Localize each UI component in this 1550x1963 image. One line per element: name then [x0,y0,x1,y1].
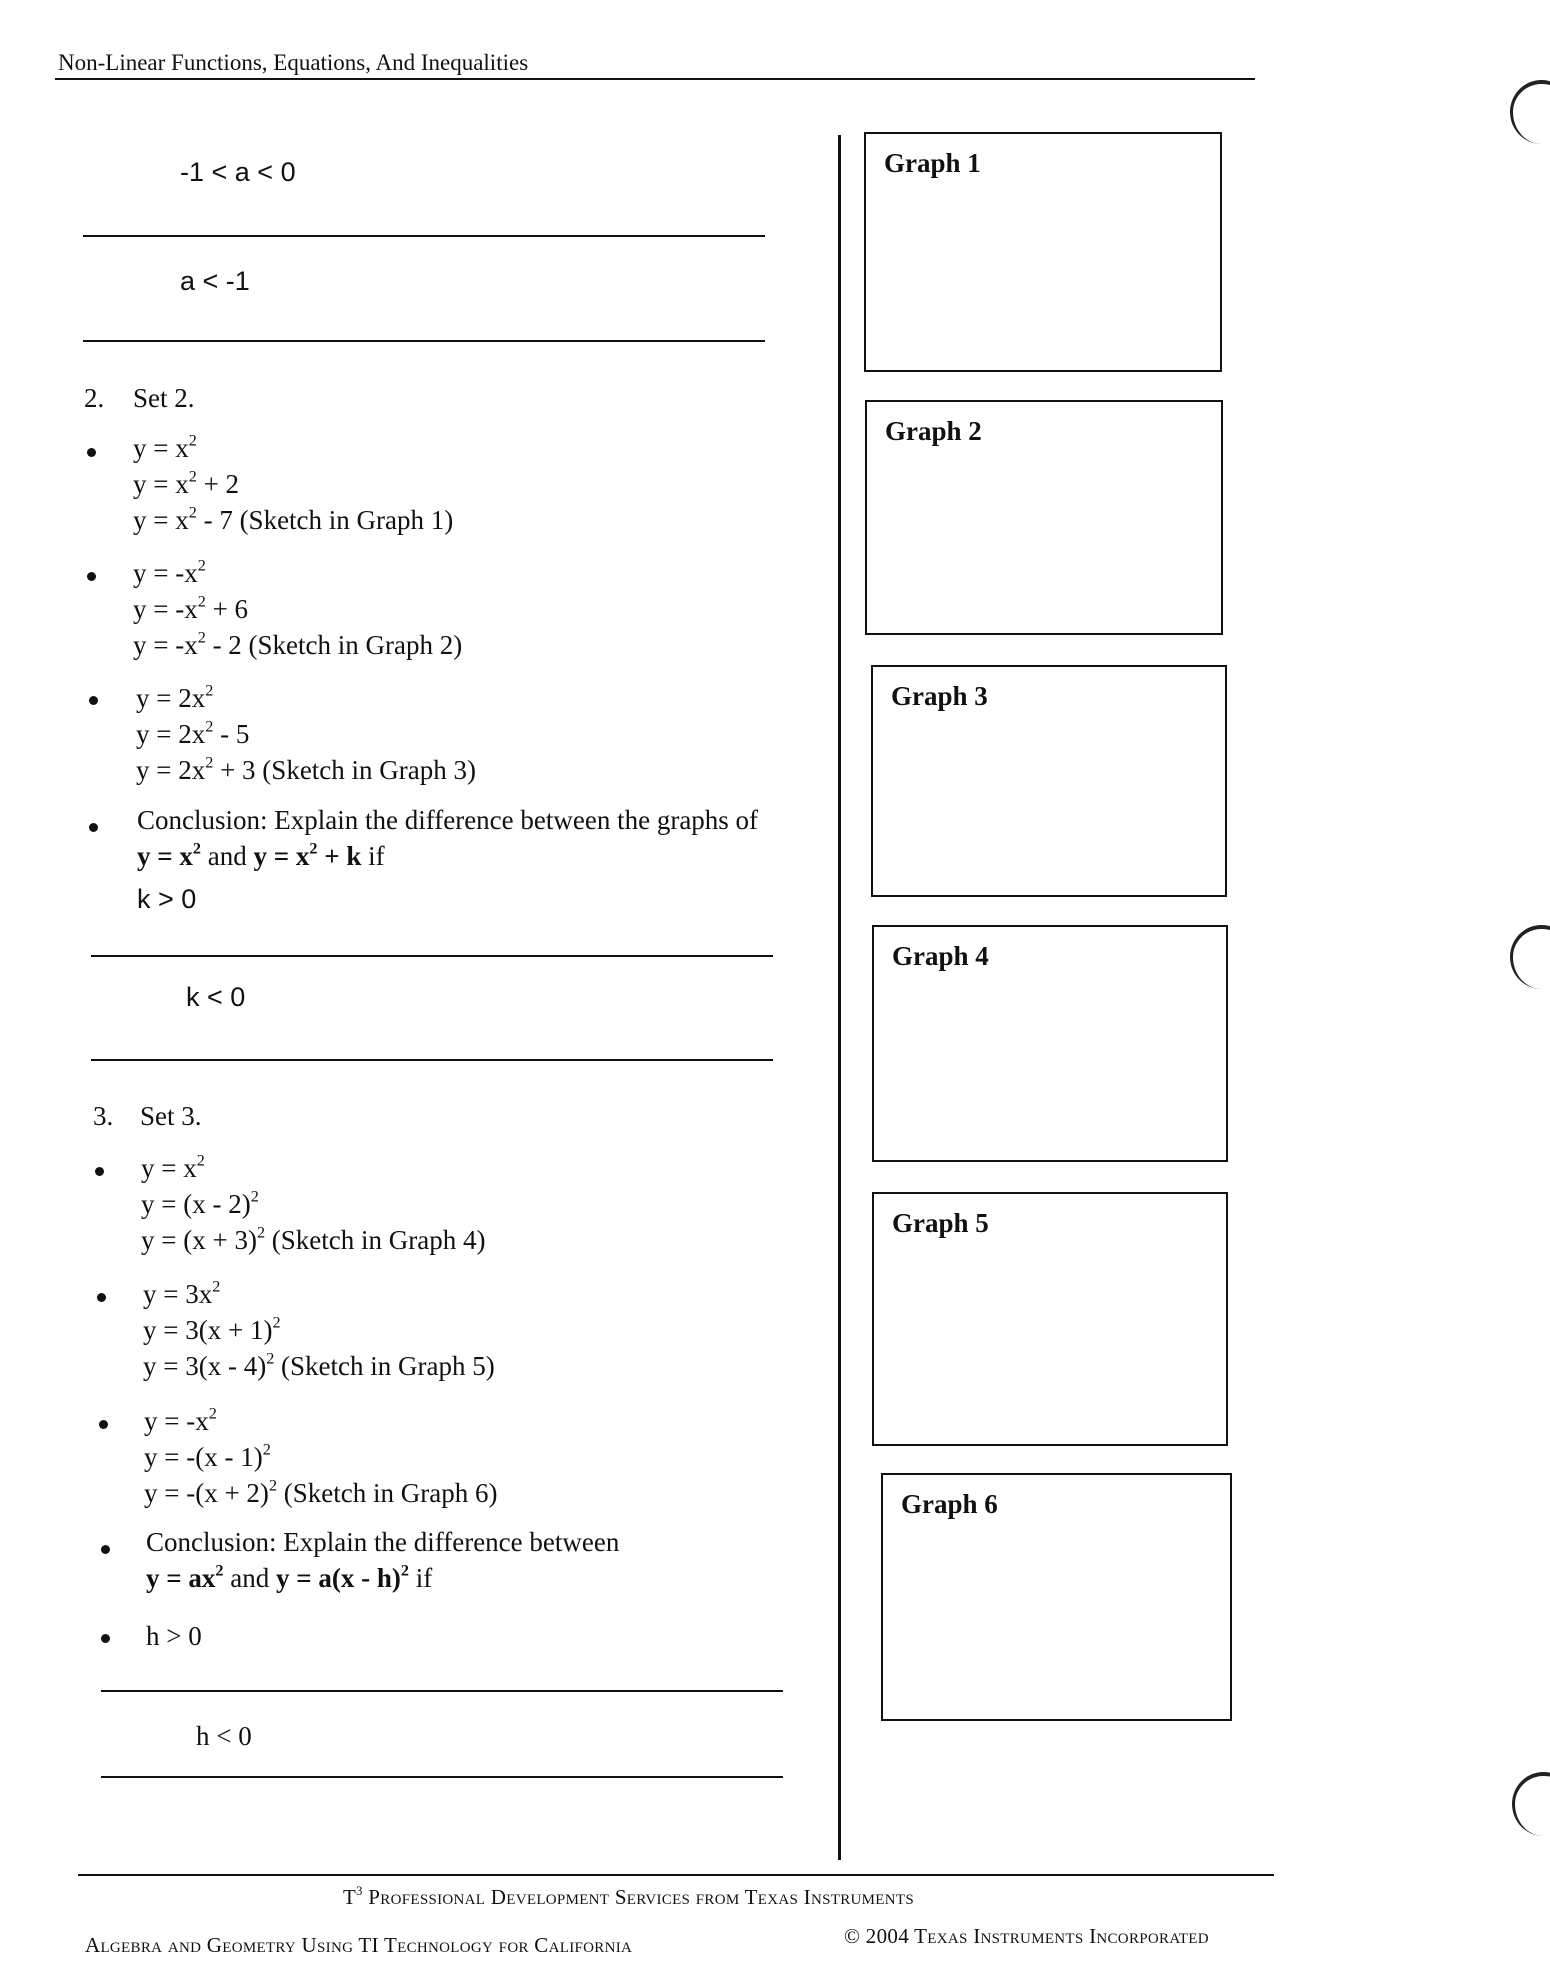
equation-line: y = -(x - 1)$^2$ [144,1440,271,1472]
equation-line: $y = 2x^2$ [136,681,214,713]
graph-title: Graph 5 [892,1208,989,1238]
condition-a-less: a < -1 [180,266,250,296]
answer-line[interactable] [91,955,773,957]
graph-title: Graph 2 [885,416,982,446]
answer-line[interactable] [101,1690,783,1692]
condition-h-positive: h > 0 [146,1621,202,1651]
equation-line: $y = x^2 - 7$ (Sketch in Graph 1) [133,503,454,535]
binder-hole [1510,925,1550,989]
answer-line[interactable] [91,1059,773,1061]
equation-line: y = 3(x - 4)$^2$ (Sketch in Graph 5) [143,1349,495,1381]
equation-line: $y = 3x^2$ [143,1277,221,1309]
set2-title: Set 2. [133,383,195,413]
equation-line: $y = -x^2 + 6$ [133,592,249,624]
equation-line: $y = 3(x + 1)^2$ [143,1313,281,1345]
equation-line: $y = -(x + 2)^2$ (Sketch in Graph 6) [144,1476,498,1508]
bullet [101,1545,110,1554]
page-header-title: Non-Linear Functions, Equations, And Inequalities [58,50,529,75]
set2-equation-group-1 [133,430,453,538]
equation-line: y = (x - 2)$^2$ [141,1187,259,1219]
bullet [97,1293,106,1302]
equation-line: $y = -x^2 - 2$ (Sketch in Graph 2) [133,628,463,660]
header-rule [55,78,1255,80]
set3-number: 3. [93,1101,114,1131]
equation-line: $y = x^2$ [133,431,197,463]
bullet [99,1420,108,1429]
bullet [87,448,96,457]
conclusion-equations: $y = x^2$ and $y = x^2 + k$ if [137,839,385,871]
set3-title: Set 3. [140,1101,202,1131]
condition-k-positive: k > 0 [137,884,197,914]
graph-box-3[interactable] [871,665,1227,897]
equation-line: $y = 2x^2 - 5$ [136,717,250,749]
footer-rule [78,1874,1274,1876]
column-divider [838,135,841,1860]
footer-book-title: Algebra and Geometry Using TI Technology for California [85,1933,633,1957]
bullet [87,572,96,581]
graph-box-6[interactable] [881,1473,1232,1721]
graph-box-4[interactable] [872,925,1228,1162]
graph-box-2[interactable] [865,400,1223,635]
graph-title: Graph 1 [884,148,981,178]
set2-number: 2. [84,383,105,413]
graph-box-1[interactable] [864,132,1222,372]
graph-title: Graph 4 [892,941,989,971]
bullet [95,1167,104,1176]
set3-conclusion [146,1524,619,1596]
conclusion-prompt: Conclusion: Explain the difference between the graphs of [137,805,759,835]
equation-line: $y = x^2 + 2$ [133,467,240,499]
conclusion-prompt: Conclusion: Explain the difference between [146,1527,620,1557]
footer-publisher: $T^3$ Professional Development Services from Texas Instruments [343,1884,914,1909]
condition-a-between: -1 < a < 0 [180,157,296,187]
binder-hole [1512,1772,1550,1836]
set2-equation-group-2 [133,555,462,663]
set3-equation-group-2 [143,1276,495,1384]
graph-title: Graph 3 [891,681,988,711]
graph-box-5[interactable] [872,1192,1228,1446]
set2-conclusion [137,802,758,874]
graph-title: Graph 6 [901,1489,998,1519]
bullet [89,823,98,832]
binder-hole [1510,80,1550,144]
answer-line[interactable] [83,235,765,237]
set3-equation-group-3 [144,1403,497,1511]
bullet [89,696,98,705]
answer-line[interactable] [101,1776,783,1778]
set2-equation-group-3 [136,680,476,788]
equation-line: $y = x^2$ [141,1151,205,1183]
equation-line: $y = -x^2$ [133,556,206,588]
equation-line: $y = -x^2$ [144,1404,217,1436]
equation-line: $y = 2x^2 + 3$ (Sketch in Graph 3) [136,753,476,785]
answer-line[interactable] [83,340,765,342]
set3-equation-group-1 [141,1150,485,1258]
conclusion-equations: $y = ax^2$ and y = a(x - h)$^2$ if [146,1561,433,1593]
condition-k-negative: k < 0 [186,982,246,1012]
footer-copyright: © 2004 Texas Instruments Incorporated [844,1924,1209,1948]
equation-line: $y = (x + 3)^2$ (Sketch in Graph 4) [141,1223,486,1255]
condition-h-negative: h < 0 [196,1721,252,1751]
bullet [101,1634,110,1643]
